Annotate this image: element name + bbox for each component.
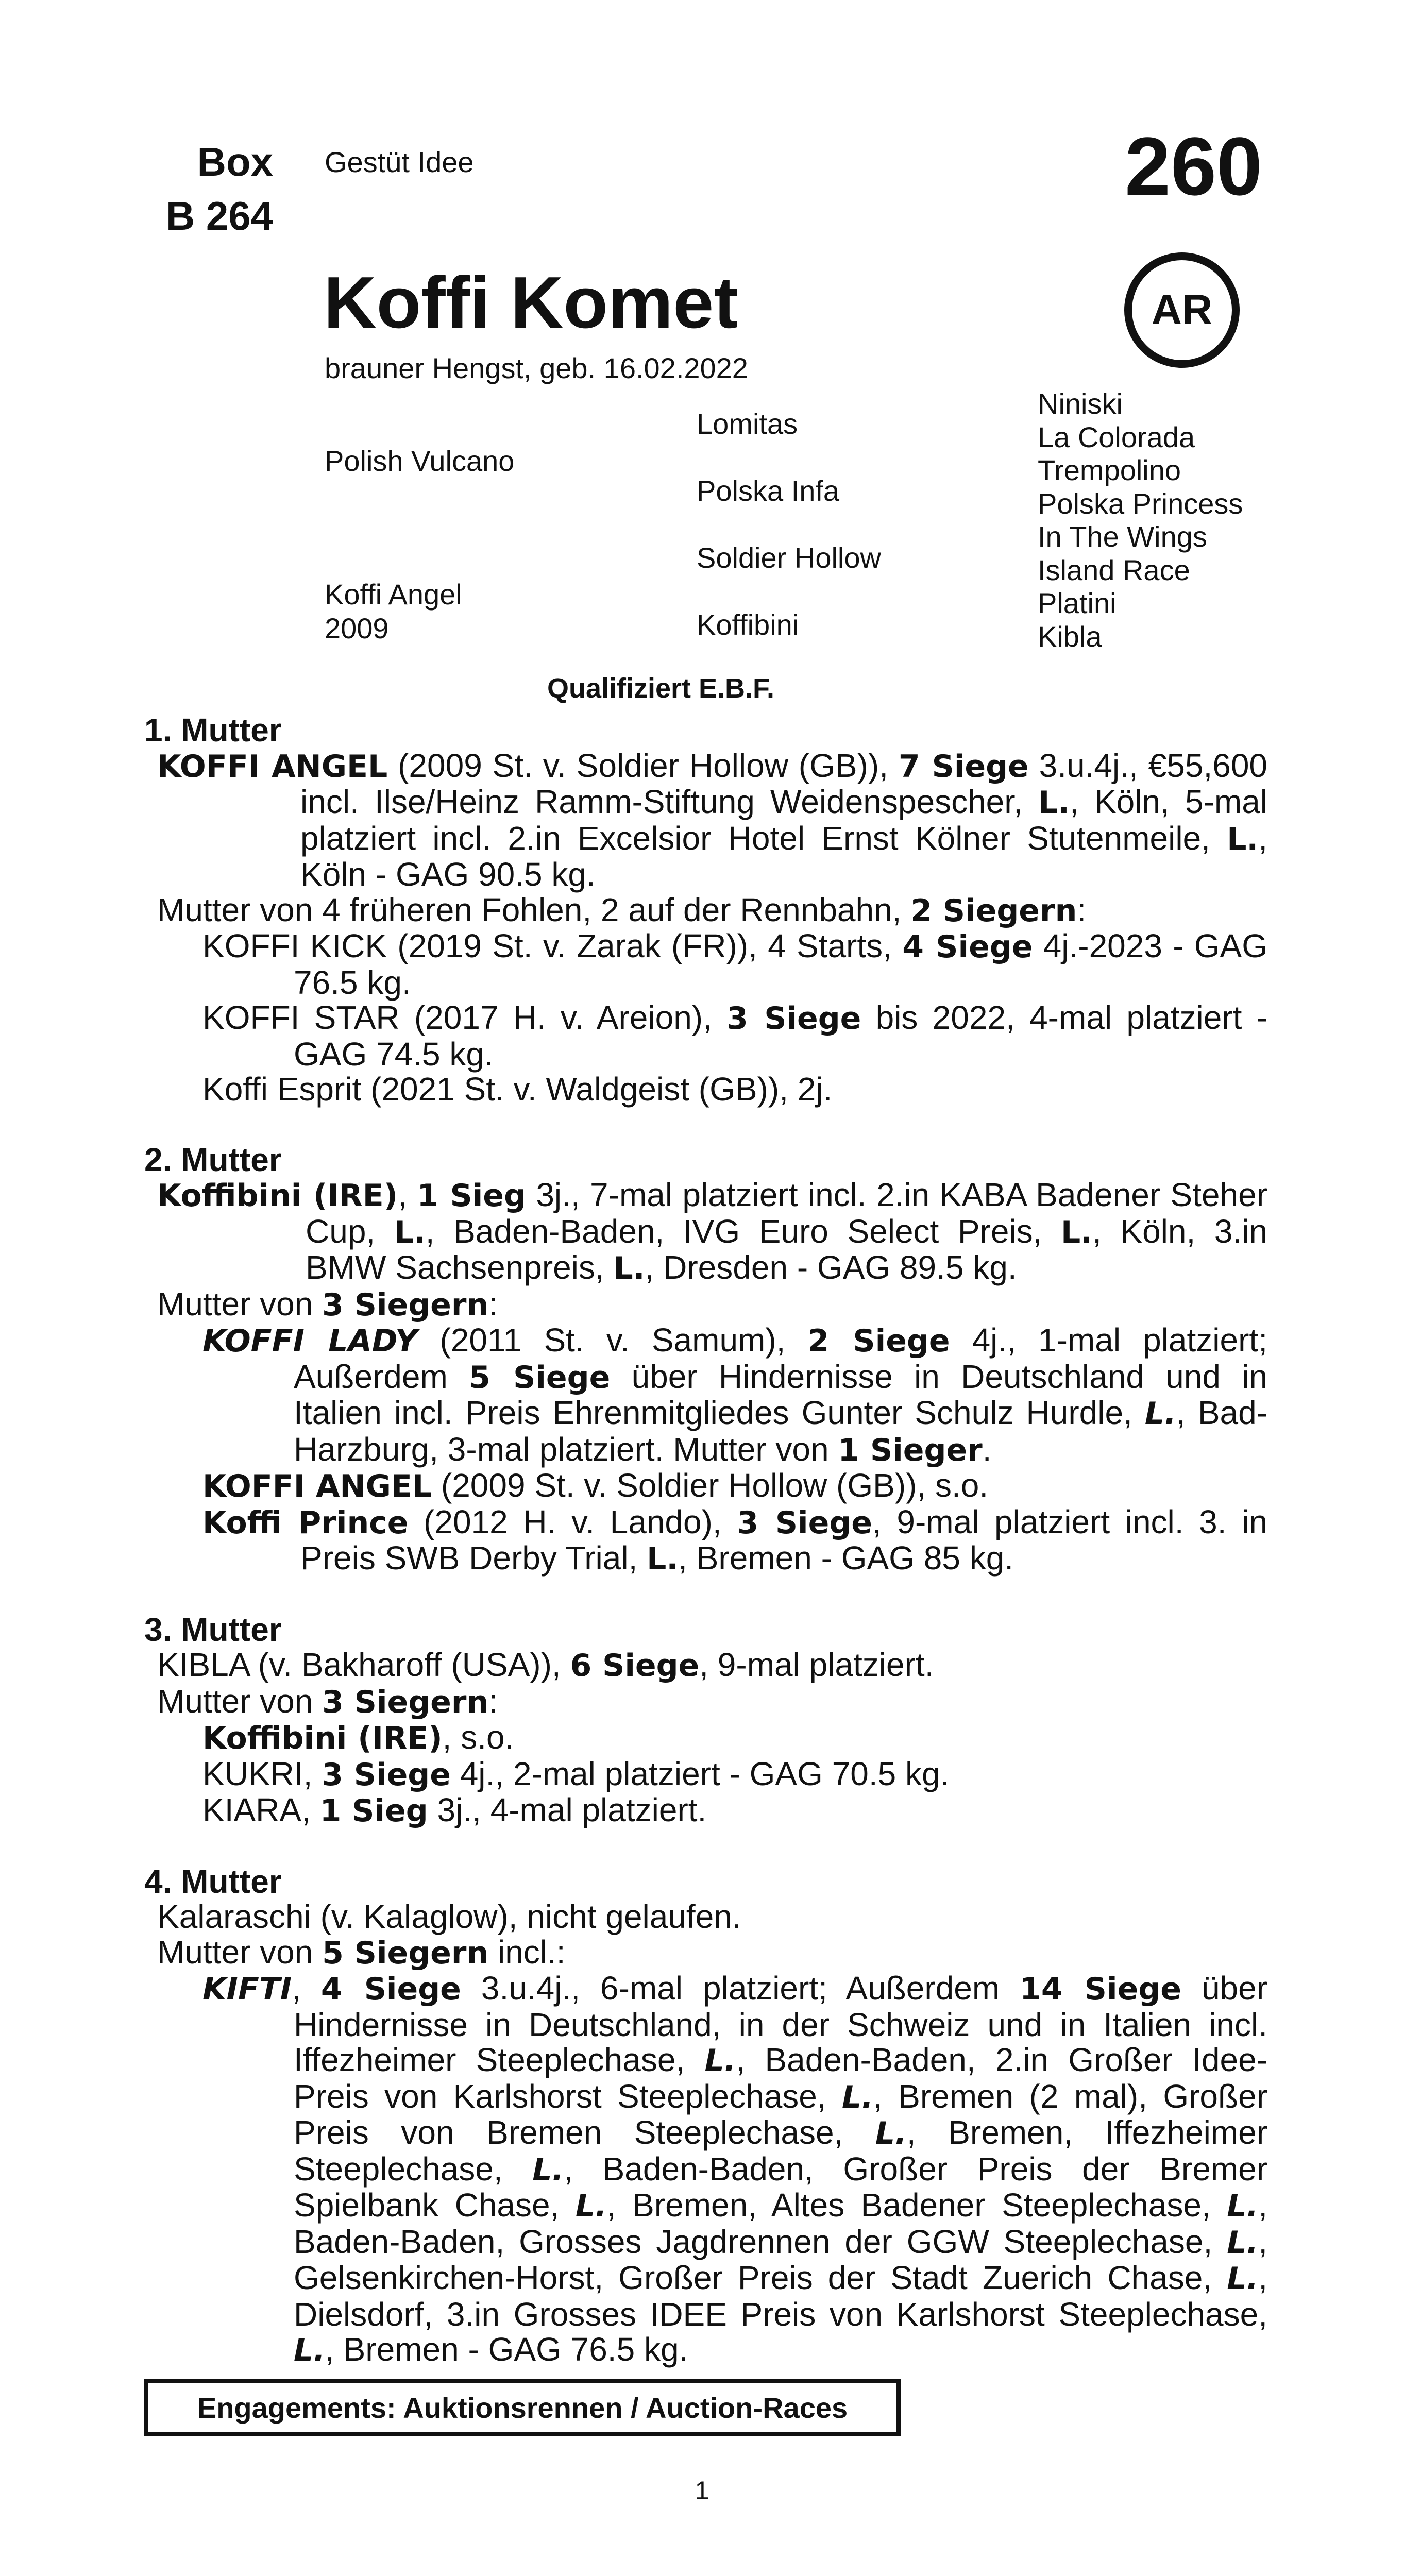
text-bold: 1 Sieger [838,1432,983,1468]
text-bold-italic [842,2079,873,2115]
text: KOFFI KICK (2019 St. v. Zarak (FR)), 4 Starts, [202,927,903,964]
text: , Bremen, Iffezheimer Steeplechase, [294,2114,1267,2188]
horse-name: Koffi Komet [324,262,738,344]
text: , Gelsenkirchen-Horst, Großer Preis der Stadt Zuerich Chase, [294,2223,1267,2296]
text-italic: L. [1227,2188,1259,2224]
text-bold: Koffibini (IRE) [157,1178,398,1214]
offspring-entry [144,928,1267,1000]
text: 4j., 2-mal platziert - GAG 70.5 kg. [450,1755,950,1792]
text: Mutter von [157,1285,323,1323]
horse-description: brauner Hengst, geb. 16.02.2022 [325,352,748,384]
text-italic: L. [532,2151,564,2188]
text-bold: Koffibini (IRE) [202,1720,443,1756]
breeder: Gestüt Idee [325,146,474,178]
text: (2009 St. v. Soldier Hollow (GB)), [387,747,899,784]
section-first-dam [144,713,1267,1107]
section-third-dam [144,1612,1267,1829]
text-bold-italic [1227,2188,1258,2224]
offspring-entry [144,1468,1267,1504]
pedigree-dam-dam: Koffibini [697,608,799,641]
section-title: 2. Mutter [144,1141,282,1178]
text: Mutter von [157,1682,323,1720]
text-bold: KOFFI ANGEL [202,1468,432,1504]
engagements-label: Engagements: Auktionsrennen / Auction-Races [197,2391,848,2424]
text-italic: L. [704,2043,736,2079]
text-bold: 4 Siege [320,1971,461,2007]
pedigree-gg: Platini [1038,587,1117,619]
text-italic: L. [875,2115,907,2151]
text: KIBLA (v. Bakharoff (USA)), [157,1646,570,1683]
text-bold: 1 Sieg [417,1178,526,1214]
text-bold: 3 Siegern [322,1286,489,1323]
text-bold-italic [202,1323,417,1359]
text-bold: L. [647,1541,679,1577]
text: , 9-mal platziert incl. 3. in Preis SWB Derby Trial, [300,1503,1267,1577]
pedigree-dam-sire: Soldier Hollow [697,541,881,574]
text-bold: 5 Siege [469,1359,611,1396]
text-bold: L. [1061,1214,1093,1250]
dam-record [144,1177,1267,1286]
lot-number: 260 [1125,120,1262,212]
offspring-entry [144,1756,1267,1793]
text-bold-italic [1227,2225,1258,2261]
pedigree-great-grandparents [1038,387,1243,653]
text-bold: Koffi Prince [202,1504,409,1541]
text: (2012 H. v. Lando), [408,1503,737,1540]
text: , 9-mal platziert. [699,1646,934,1683]
pedigree-sire-sire: Lomitas [697,408,798,440]
offspring-entry: Koffi Esprit (2021 St. v. Waldgeist (GB)), 2j. [202,1071,833,1108]
text-bold: L. [1227,821,1259,857]
text-bold: KOFFI ANGEL [157,748,388,785]
text: , Köln, 3.in BMW Sachsenpreis, [306,1212,1268,1286]
text-bold: 3 Siege [726,1001,861,1037]
offspring-entry [144,1323,1267,1468]
text-italic: KIFTI [202,1971,292,2007]
text-bold: 3 Siegern [322,1684,489,1720]
text-bold: 5 Siegern [322,1935,489,1971]
text: , Bremen (2 mal), Großer Preis von Bremen Steeplechase, [294,2077,1267,2151]
dam-line [144,713,1267,2403]
text: , Baden-Baden, IVG Euro Select Preis, [425,1212,1061,1250]
section-title: 3. Mutter [144,1611,282,1648]
text: , Köln, 5-mal platziert incl. 2.in Excelsior Hotel Ernst Kölner Stutenmeile, [300,783,1268,857]
pedigree-gg: In The Wings [1038,520,1207,553]
pedigree-dam-year: 2009 [325,612,389,645]
text: , Dielsdorf, 3.in Grosses IDEE Preis von Karlshorst Steeplechase, [294,2259,1267,2333]
text-bold-italic [202,1971,292,2007]
text: 3.u.4j., €55,600 incl. Ilse/Heinz Ramm-Stiftung Weidenspescher, [300,747,1268,820]
dam-record [144,748,1267,892]
text: , Baden-Baden, Grosses Jagdrennen der GGW Steeplechase, [294,2187,1267,2260]
text-bold-italic [875,2115,907,2151]
pedigree-sire-dam: Polska Infa [697,474,840,507]
text: . [982,1430,992,1468]
text-italic: L. [575,2188,607,2224]
text-bold: L. [1038,785,1070,821]
text: Mutter von [157,1933,323,1971]
text: , s.o. [442,1719,514,1756]
text-bold: 3 Siege [322,1756,451,1793]
text: KIARA, [202,1791,320,1828]
text-bold: 3 Siege [737,1504,872,1541]
text: 3j., 7-mal platziert incl. 2.in KABA Badener Steher Cup, [306,1176,1268,1250]
section-second-dam [144,1142,1267,1577]
text: : [488,1682,498,1720]
text: , Baden-Baden, 2.in Großer Idee-Preis von Karlshorst Steeplechase, [294,2041,1268,2115]
box-number: B 264 [165,193,273,239]
text-bold: 2 Siegern [910,892,1077,929]
text: KOFFI STAR (2017 H. v. Areion), [202,999,727,1036]
pedigree-gg: Niniski [1038,387,1123,420]
text: : [488,1285,498,1323]
pedigree-gg: Island Race [1038,553,1190,586]
box-word: Box [197,139,273,184]
text: über Hindernisse in Deutschland, in der Schweiz und in Italien incl. Iffezheimer Steeplechase, [294,1970,1268,2078]
text: , [292,1970,321,2007]
text: , Bremen, Altes Badener Steeplechase, [606,2187,1227,2224]
text-bold-italic [1145,1396,1176,1432]
offspring-entry [144,1971,1267,2368]
text: , [398,1176,417,1213]
text: 4j., 1-mal platziert; Außerdem [294,1321,1267,1395]
text-bold-italic [704,2043,736,2079]
text: 3.u.4j., 6-mal platziert; Außerdem [461,1970,1020,2007]
mother-of [144,1286,1267,1323]
text-italic: L. [294,2332,326,2368]
text: , Bremen - GAG 76.5 kg. [325,2331,688,2368]
section-title: 1. Mutter [144,711,282,749]
text-bold: L. [394,1214,426,1250]
text: , Dresden - GAG 89.5 kg. [645,1249,1017,1286]
text-bold: L. [613,1250,645,1286]
pedigree-sire: Polish Vulcano [325,445,515,477]
ar-badge-label: AR [1151,286,1213,333]
text: 4j.-2023 - GAG 76.5 kg. [294,927,1268,1001]
text: , Baden-Baden, Großer Preis der Bremer Spielbank Chase, [294,2150,1268,2224]
text-bold: 2 Siege [807,1323,950,1359]
text-bold-italic [294,2332,325,2368]
mother-of [144,892,1267,929]
text-italic: L. [1144,1396,1176,1432]
text-italic: L. [1227,2224,1259,2261]
offspring-entry [144,1000,1267,1072]
text: KUKRI, [202,1755,322,1792]
text: (2011 St. v. Samum), [417,1321,808,1359]
section-title: 4. Mutter [144,1862,282,1900]
ar-badge [1124,252,1240,368]
pedigree-dam [325,578,462,646]
mother-of [144,1684,1267,1720]
pedigree-gg: La Colorada [1038,420,1195,453]
text-bold-italic [1227,2261,1258,2297]
text: 3j., 4-mal platziert. [428,1791,707,1828]
section-fourth-dam [144,1864,1267,2368]
text: , Köln - GAG 90.5 kg. [300,819,1267,893]
offspring-entry [144,1504,1267,1577]
text-italic: KOFFI LADY [202,1323,418,1359]
dam-record [144,1647,1267,1684]
text-bold: 6 Siege [570,1648,700,1684]
text: bis 2022, 4-mal platziert - GAG 74.5 kg. [294,999,1267,1073]
text-bold: 1 Sieg [319,1793,428,1829]
qualification: Qualifiziert E.B.F. [547,673,775,704]
engagements-box [144,2379,901,2436]
text: Mutter von 4 früheren Fohlen, 2 auf der Rennbahn, [157,891,911,928]
text-bold: 7 Siege [898,748,1029,785]
pedigree-gg: Kibla [1038,620,1102,653]
text: incl.: [488,1933,566,1971]
text: , Bremen - GAG 85 kg. [678,1539,1014,1577]
mother-of [144,1935,1267,1971]
dam-record: Kalaraschi (v. Kalaglow), nicht gelaufen. [157,1898,741,1935]
pedigree-gg: Trempolino [1038,454,1181,486]
text-bold: 14 Siege [1020,1971,1181,2007]
text-bold: 4 Siege [902,929,1033,965]
text-bold-italic [532,2152,564,2188]
pedigree-dam-name: Koffi Angel [325,578,462,611]
offspring-entry [144,1792,1267,1829]
offspring-entry [144,1720,1267,1756]
text: : [1077,891,1087,928]
text: (2009 St. v. Soldier Hollow (GB)), s.o. [432,1467,989,1504]
text-bold-italic [576,2188,607,2224]
pedigree-gg: Polska Princess [1038,487,1243,520]
text: über Hindernisse in Deutschland und in Italien incl. Preis Ehrenmitgliedes Gunter Schulz Hurdle, [294,1358,1268,1431]
text-italic: L. [1227,2261,1259,2297]
box-label [144,135,273,243]
text-italic: L. [842,2079,874,2115]
page-number: 1 [695,2476,709,2505]
text: , Bad-Harzburg, 3-mal platziert. Mutter von [294,1394,1267,1468]
